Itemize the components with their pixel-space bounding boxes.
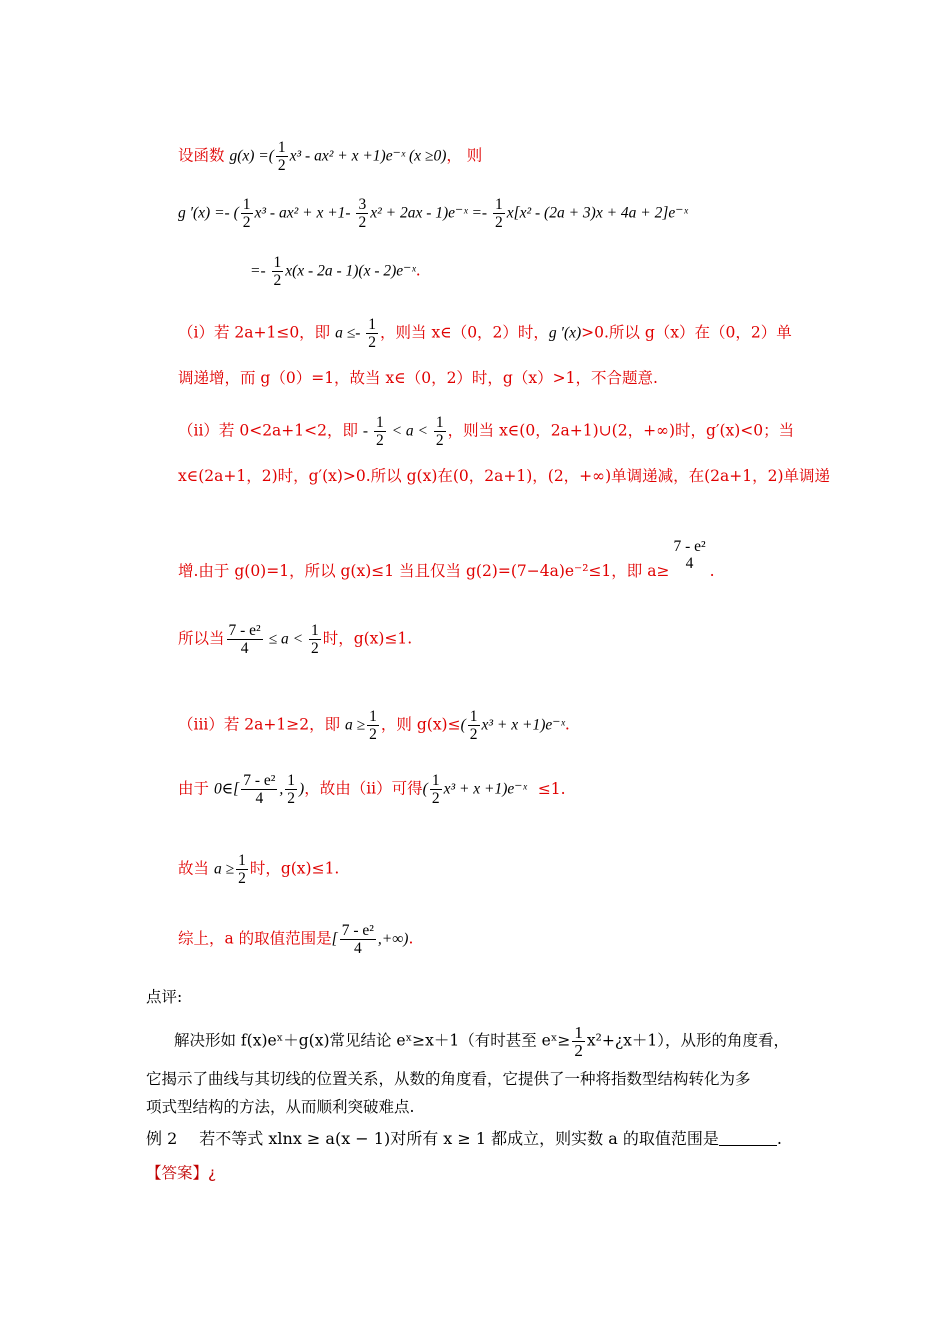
math: < a < — [387, 422, 432, 440]
math: x² + 2ax - 1)e⁻ˣ =- — [370, 204, 491, 222]
fraction: $\frac{1}{2}$ — [469, 708, 478, 743]
text: . — [709, 562, 715, 580]
text: 综上，a 的取值范围是 — [178, 929, 332, 948]
example-label: 例 2 — [146, 1129, 178, 1148]
math: =- — [250, 262, 270, 280]
text: . — [408, 929, 414, 948]
fraction: $\frac{\text{7 - e²}}{4}$ — [341, 922, 374, 957]
fraction: $\frac{1}{2}$ — [310, 622, 319, 657]
comment-paragraph-3: 项式型结构的方法，从而顺利突破难点. — [146, 1098, 415, 1116]
math: ) — [299, 780, 305, 798]
text: 增.由于 g(0)=1，所以 g(x)≤1 当且仅当 g(2)=(7−4a)e⁻²≤1，即 a≥ — [178, 562, 670, 580]
math: a ≤- — [335, 324, 365, 342]
text: 由于 — [178, 779, 210, 798]
fraction: $\frac{1}{2}$ — [238, 852, 246, 887]
text: . — [564, 715, 570, 734]
fraction: $\frac{1}{2}$ — [494, 196, 503, 231]
comment-paragraph-1 — [174, 1024, 789, 1059]
text: . — [776, 1129, 782, 1148]
math: [ — [331, 930, 338, 948]
conclusion-line — [178, 922, 413, 957]
math: , — [279, 780, 284, 798]
answer-line — [146, 1162, 216, 1184]
text: 解决形如 f(x)eˣ＋g(x)常见结论 eˣ≥x＋1（有时甚至 eˣ≥ — [174, 1031, 571, 1050]
text: （i）若 2a+1≤0，即 — [178, 323, 336, 342]
fraction: $\frac{\text{7 - e²}}{4}$ — [228, 622, 261, 657]
fraction: $\frac{1}{2}$ — [277, 139, 286, 174]
text: x²+¿x＋1），从形的角度看， — [586, 1031, 790, 1050]
math: ≤ a < — [264, 630, 307, 648]
text: >0.所以 g（x）在（0，2）单 — [581, 323, 792, 342]
math: ( — [422, 780, 428, 798]
text: （ii）若 0<2a+1<2，即 — [178, 421, 363, 440]
math: x³ + x +1)e⁻ˣ — [481, 716, 565, 734]
math: x³ + x +1)e⁻ˣ — [443, 780, 527, 798]
text: ，故由（ii）可得 — [304, 779, 423, 798]
comment-paragraph-2: 它揭示了曲线与其切线的位置关系，从数的角度看，它提供了一种将指数型结构转化为多 — [146, 1070, 751, 1088]
fraction: $\frac{\text{7 - e²}}{4}$ — [243, 772, 276, 807]
math: x(x - 2a - 1)(x - 2)e⁻ˣ — [285, 262, 416, 280]
text: 时，g(x)≤1. — [322, 629, 413, 648]
text: 时，g(x)≤1. — [249, 859, 340, 878]
math: g(x) =( — [229, 147, 274, 165]
fraction: $\frac{1}{2}$ — [435, 414, 444, 449]
text: ≤1. — [537, 779, 566, 798]
case-ii-summary — [178, 622, 412, 657]
math: g ′(x) =- ( — [178, 204, 239, 222]
math: a ≥ — [345, 716, 366, 734]
case-ii-line1 — [178, 414, 794, 449]
case-iii — [178, 708, 570, 743]
line-define-g — [178, 139, 482, 174]
case-ii-line2: x∈(2a+1，2)时，g′(x)>0.所以 g(x)在(0，2a+1)，(2，+∞)单调递减，在(2a+1，2)单调递 — [178, 467, 831, 485]
math: x³ - ax² + x +1- — [254, 204, 355, 222]
fraction: $\frac{1}{2}$ — [287, 772, 296, 807]
fraction: $\frac{1}{2}$ — [273, 254, 282, 289]
since-line — [178, 772, 566, 807]
math: - — [362, 422, 372, 440]
fraction: $\frac{1}{2}$ — [375, 414, 384, 449]
answer-blank — [719, 1131, 777, 1146]
comment-label: 点评: — [146, 988, 183, 1006]
fraction: $\frac{3}{2}$ — [358, 196, 367, 231]
case-i-line1 — [178, 316, 792, 351]
so-when-line — [178, 852, 339, 887]
text: 故当 — [178, 859, 214, 878]
fraction: $\frac{1}{2}$ — [431, 772, 440, 807]
case-ii-line3 — [178, 538, 715, 581]
math: x³ - ax² + x +1)e⁻ˣ (x ≥0) — [289, 147, 447, 165]
math: 0∈[ — [213, 780, 240, 798]
text: . — [415, 261, 421, 280]
fraction: $\frac{1}{2}$ — [242, 196, 251, 231]
answer-value: ¿ — [208, 1164, 217, 1182]
example-question: 若不等式 xlnx ≥ a(x − 1)对所有 x ≥ 1 都成立，则实数 a 的取值范围是 — [199, 1129, 719, 1148]
line-derivative-factored — [250, 254, 421, 289]
text: ， 则 — [446, 146, 483, 165]
text: ，则当 x∈(0，2a+1)∪(2，+∞)时，g′(x)<0；当 — [447, 421, 795, 440]
text: 所以当 — [178, 629, 225, 648]
fraction: $\frac{1}{2}$ — [574, 1023, 583, 1060]
line-derivative — [178, 196, 688, 231]
math: x[x² - (2a + 3)x + 4a + 2]e⁻ˣ — [506, 204, 688, 222]
case-i-line2: 调递增，而 g（0）=1，故当 x∈（0，2）时，g（x）>1，不合题意. — [178, 369, 658, 387]
answer-label: 【答案】 — [146, 1164, 209, 1182]
text: ，则当 x∈（0，2）时， — [380, 323, 549, 342]
math: g ′(x) — [548, 324, 582, 342]
math: ( — [460, 716, 466, 734]
text: ，则 g(x)≤ — [380, 715, 461, 734]
example-2 — [146, 1128, 782, 1150]
math: ,+∞) — [377, 930, 409, 948]
fraction: 7 - e² 4 — [673, 538, 706, 572]
fraction: $\frac{1}{2}$ — [368, 316, 377, 351]
text: 设函数 — [178, 146, 225, 165]
text: （iii）若 2a+1≥2，即 — [178, 715, 346, 734]
math: a ≥ — [213, 860, 235, 878]
fraction: $\frac{1}{2}$ — [369, 708, 377, 743]
